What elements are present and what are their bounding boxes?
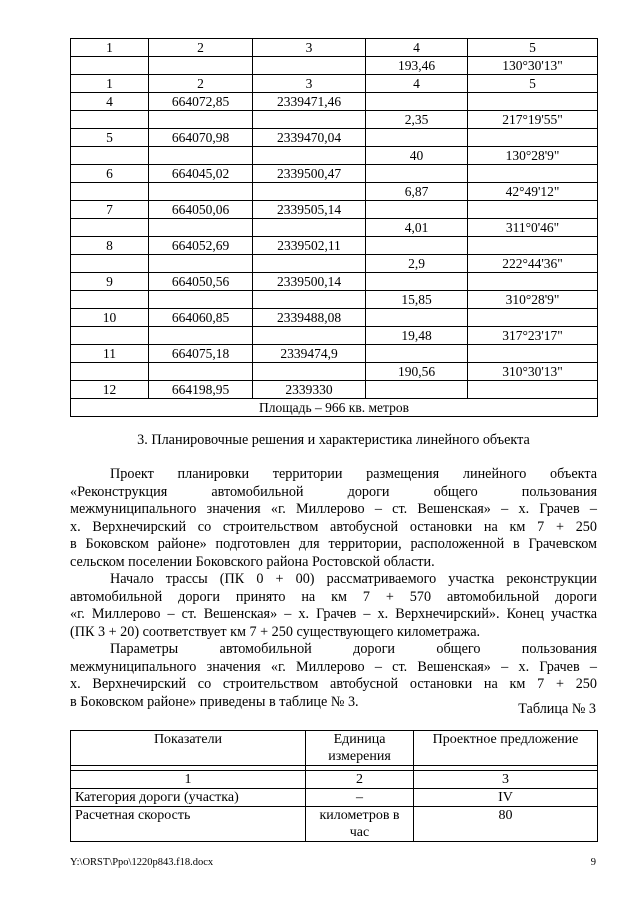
table-cell: Проектное предложение	[414, 731, 598, 766]
table-cell: 664045,02	[149, 165, 253, 183]
table-row	[71, 381, 598, 399]
table-cell: 80	[414, 807, 598, 842]
text-line: Проект планировки территории размещения линейного объекта	[110, 466, 597, 482]
table-row	[71, 309, 598, 327]
table-cell: 40	[366, 147, 468, 165]
table-cell: 4,01	[366, 219, 468, 237]
table-cell	[366, 93, 468, 111]
table-cell: 4	[366, 75, 468, 93]
table-cell: 6,87	[366, 183, 468, 201]
table-row	[71, 201, 598, 219]
table-row	[71, 219, 598, 237]
table-row	[71, 789, 598, 807]
text-line: (ПК 3 + 20) соответствует км 7 + 250 существующего километража.	[70, 623, 481, 640]
table-cell	[149, 57, 253, 75]
table-cell	[468, 165, 598, 183]
table-cell: 7	[71, 201, 149, 219]
table-cell	[253, 147, 366, 165]
table-cell	[253, 183, 366, 201]
table-cell	[71, 111, 149, 129]
table-cell	[468, 273, 598, 291]
table-cell: 190,56	[366, 363, 468, 381]
text-line: межмуниципального значения «г. Миллерово – ст. Вешенская» – х. Грачев –	[70, 658, 597, 675]
table-cell: 2	[306, 771, 414, 789]
area-total: Площадь – 966 кв. метров	[71, 399, 598, 417]
table-cell: 310°28'9"	[468, 291, 598, 309]
table-cell	[366, 165, 468, 183]
table-cell	[366, 309, 468, 327]
table-cell: 1	[71, 39, 149, 57]
table-cell: 2339474,9	[253, 345, 366, 363]
table-cell	[468, 93, 598, 111]
table-cell: 317°23'17"	[468, 327, 598, 345]
table-cell: 2339502,11	[253, 237, 366, 255]
text-line: сельском поселении Боковского района Ростовской области.	[70, 553, 435, 570]
table-cell: Расчетная скорость	[71, 807, 306, 842]
table-cell: 4	[71, 93, 149, 111]
table-cell: 310°30'13"	[468, 363, 598, 381]
section-heading: 3. Планировочные решения и характеристика линейного объекта	[137, 432, 530, 448]
table-row	[71, 273, 598, 291]
table-row	[71, 165, 598, 183]
table-cell: 664198,95	[149, 381, 253, 399]
table-row	[71, 57, 598, 75]
table-cell: 1	[71, 771, 306, 789]
table-cell: 311°0'46"	[468, 219, 598, 237]
table-row	[71, 129, 598, 147]
text-line: Параметры автомобильной дороги общего пользования	[110, 641, 597, 657]
table-caption: Таблица № 3	[518, 701, 596, 717]
text-line: межмуниципального значения «г. Миллерово – ст. Вешенская» – х. Грачев –	[70, 501, 597, 517]
footer-file-path: Y:\ORST\Ppo\1220p843.f18.docx	[70, 857, 214, 868]
table-row	[71, 291, 598, 309]
table-cell	[149, 363, 253, 381]
table-cell: 2339470,04	[253, 129, 366, 147]
table-cell	[468, 237, 598, 255]
table-cell	[253, 111, 366, 129]
table-cell: 15,85	[366, 291, 468, 309]
text-line: х. Верхнечирский со строительством автобусной остановки на км 7 + 250	[70, 518, 597, 535]
table-cell: 130°30'13"	[468, 57, 598, 75]
table-cell	[253, 219, 366, 237]
table-row	[71, 363, 598, 381]
table-cell: IV	[414, 789, 598, 807]
text-line: «г. Миллерово – ст. Вешенская» – х. Грачев – х. Верхнечирский». Конец участка	[70, 606, 597, 622]
text-line: в Боковском районе» приведены в таблице № 3.	[70, 693, 359, 710]
table-cell	[71, 291, 149, 309]
table-cell	[253, 363, 366, 381]
table-number-row	[71, 771, 598, 789]
table-cell: 1	[71, 75, 149, 93]
table-cell: 2	[149, 75, 253, 93]
parameters-table	[70, 730, 598, 842]
table-cell: 5	[468, 75, 598, 93]
table-cell: 11	[71, 345, 149, 363]
table-cell: 2339488,08	[253, 309, 366, 327]
table-cell: 4	[366, 39, 468, 57]
table-row	[71, 255, 598, 273]
paragraph-project	[70, 466, 597, 571]
table-cell	[149, 147, 253, 165]
table-row	[71, 237, 598, 255]
table-row	[71, 327, 598, 345]
table-cell: Категория дороги (участка)	[71, 789, 306, 807]
table-cell	[71, 327, 149, 345]
table-row	[71, 807, 598, 842]
table-cell: 2339505,14	[253, 201, 366, 219]
table-cell	[253, 327, 366, 345]
table-cell: 19,48	[366, 327, 468, 345]
table-cell	[149, 183, 253, 201]
table-cell: 3	[414, 771, 598, 789]
table-cell: 2339500,47	[253, 165, 366, 183]
table-cell	[253, 291, 366, 309]
table-cell: 2,35	[366, 111, 468, 129]
table-cell: 664075,18	[149, 345, 253, 363]
table-cell	[253, 255, 366, 273]
table-cell: 10	[71, 309, 149, 327]
table-cell	[468, 309, 598, 327]
table-cell	[149, 327, 253, 345]
table-cell	[468, 345, 598, 363]
table-cell: 2339330	[253, 381, 366, 399]
table-cell	[71, 57, 149, 75]
table-cell	[71, 147, 149, 165]
table-cell: 6	[71, 165, 149, 183]
text-line: автомобильной дороги принято на км 7 + 570 автомобильной дороги	[70, 588, 597, 605]
table-cell: 2	[149, 39, 253, 57]
table-header-row	[71, 39, 598, 57]
table-cell	[149, 291, 253, 309]
table-cell	[149, 111, 253, 129]
text-line: Начало трассы (ПК 0 + 00) рассматриваемого участка реконструкции	[110, 571, 597, 587]
table-cell: километров в час	[306, 807, 414, 842]
table-cell	[366, 201, 468, 219]
table-cell	[366, 129, 468, 147]
table-cell: 3	[253, 75, 366, 93]
table-row	[71, 183, 598, 201]
footer-page-number: 9	[590, 857, 596, 868]
table-cell	[71, 183, 149, 201]
table-cell: 8	[71, 237, 149, 255]
table-cell: 130°28'9"	[468, 147, 598, 165]
paragraph-route-start	[70, 571, 597, 641]
table-cell: –	[306, 789, 414, 807]
table-cell: 664060,85	[149, 309, 253, 327]
table-cell: 2339471,46	[253, 93, 366, 111]
table-row	[71, 93, 598, 111]
table-cell: 217°19'55"	[468, 111, 598, 129]
table-cell: 222°44'36"	[468, 255, 598, 273]
table-cell: Единица измерения	[306, 731, 414, 766]
table-cell: 5	[468, 39, 598, 57]
coordinates-table	[70, 38, 598, 417]
table-cell: 664070,98	[149, 129, 253, 147]
table-cell	[71, 255, 149, 273]
table-cell	[71, 363, 149, 381]
table-cell: 664072,85	[149, 93, 253, 111]
table-cell	[366, 273, 468, 291]
table-cell	[468, 381, 598, 399]
table-cell	[468, 129, 598, 147]
table-cell	[366, 381, 468, 399]
table-cell: 2,9	[366, 255, 468, 273]
table-area-row	[71, 399, 598, 417]
table-cell: 2339500,14	[253, 273, 366, 291]
table-cell	[71, 219, 149, 237]
table-cell: 3	[253, 39, 366, 57]
table-cell	[253, 57, 366, 75]
table-cell: 42°49'12"	[468, 183, 598, 201]
table-cell: 664050,06	[149, 201, 253, 219]
table-cell	[149, 255, 253, 273]
table-cell: 12	[71, 381, 149, 399]
table-header-row	[71, 731, 598, 766]
text-line: в Боковском районе» подготовлен для территории, расположенной в Грачевском	[70, 536, 597, 552]
table-row	[71, 345, 598, 363]
table-header-row	[71, 75, 598, 93]
table-cell: 193,46	[366, 57, 468, 75]
text-line: «Реконструкция автомобильной дороги общего пользования	[70, 483, 597, 500]
table-cell	[366, 237, 468, 255]
text-line: х. Верхнечирский со строительством автобусной остановки на км 7 + 250	[70, 676, 597, 692]
table-cell	[366, 345, 468, 363]
table-row	[71, 147, 598, 165]
table-cell: 664050,56	[149, 273, 253, 291]
table-cell	[149, 219, 253, 237]
table-cell: Показатели	[71, 731, 306, 766]
table-cell	[468, 201, 598, 219]
table-cell: 5	[71, 129, 149, 147]
table-row	[71, 111, 598, 129]
table-cell: 664052,69	[149, 237, 253, 255]
table-cell: 9	[71, 273, 149, 291]
